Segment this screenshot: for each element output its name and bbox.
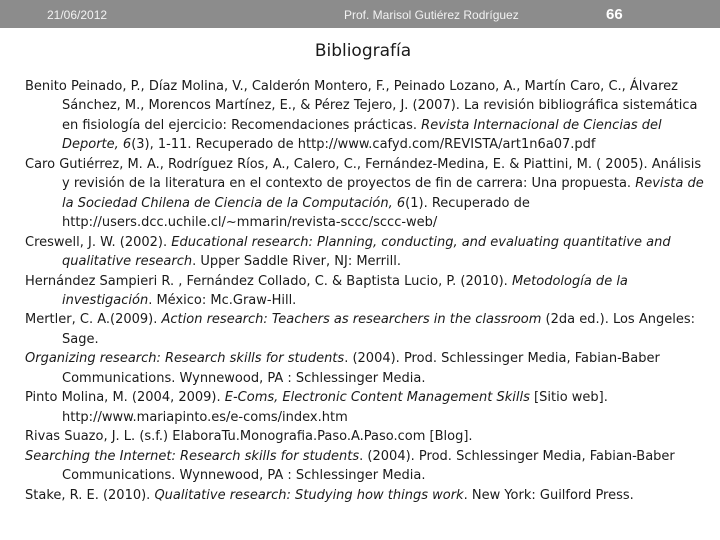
bibliography-entry: Stake, R. E. (2010). Qualitative research: Studying how things work. New York: Guilford Press. [25, 487, 634, 503]
bibliography-entry: Searching the Internet: Research skills for students. (2004). Prod. Schlessinger Media, Fabian-Baber Communications. Wynnewood, PA : Schlessinger Media. [25, 448, 675, 484]
bibliography-entry: Caro Gutiérrez, M. A., Rodríguez Ríos, A., Calero, C., Fernández-Medina, E. & Piattini, M. ( 2005). Análisis y revisión de la literatura en el contexto de proyectos de fin de carrera: Una propuesta. Revista de la Sociedad Chilena de Ciencia de la Computación, 6(1). Recuperado de http://users.dcc.uchile.cl/~mmarin/revista-sccc/sccc-web/ [25, 156, 704, 231]
bibliography-entry: Hernández Sampieri R. , Fernández Collado, C. & Baptista Lucio, P. (2010). Metodología de la investigación. México: Mc.Graw-Hill. [25, 273, 628, 308]
bibliography-entry: Rivas Suazo, J. L. (s.f.) ElaboraTu.Monografia.Paso.A.Paso.com [Blog]. [25, 429, 473, 445]
bibliography-entry: Mertler, C. A.(2009). Action research: Teachers as researchers in the classroom (2da ed.). Los Angeles: Sage. [25, 312, 695, 347]
bibliography-list [25, 77, 705, 505]
bibliography-entry: Creswell, J. W. (2002). Educational research: Planning, conducting, and evaluating quantitative and qualitative research. Upper Saddle River, NJ: Merrill. [25, 234, 671, 270]
slide-header-bar [0, 0, 720, 28]
bibliography-entry: Pinto Molina, M. (2004, 2009). E-Coms, Electronic Content Management Skills [Sitio web]. http://www.mariapinto.es/e-coms/index.htm [25, 390, 608, 425]
author-label: Prof. Marisol Gutiérez Rodríguez [344, 8, 519, 22]
page-number: 66 [606, 6, 623, 23]
bibliography-entry: Organizing research: Research skills for students. (2004). Prod. Schlessinger Media, Fabian-Baber Communications. Wynnewood, PA : Schlessinger Media. [25, 351, 660, 386]
page-title: Bibliografía [314, 41, 412, 61]
bibliography-entry: Benito Peinado, P., Díaz Molina, V., Calderón Montero, F., Peinado Lozano, A., Martín Caro, C., Álvarez Sánchez, M., Morencos Martínez, E., & Pérez Tejero, J. (2007). La revisión bibliográfica sistemática en fisiología del ejercicio: Recomendaciones prácticas. Revista Internacional de Ciencias del Deporte, 6(3), 1-11. Recuperado de http://www.cafyd.com/REVISTA/art1n6a07.pdf [25, 79, 698, 153]
date-label: 21/06/2012 [47, 8, 108, 22]
